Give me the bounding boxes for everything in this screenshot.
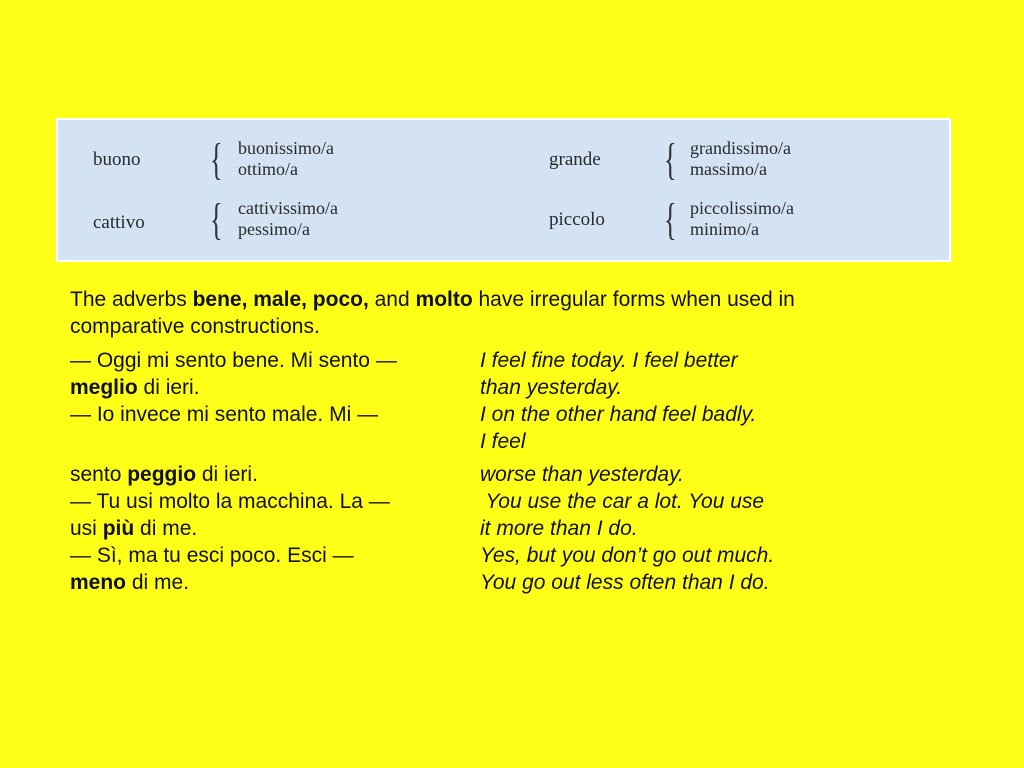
forms-buono bbox=[238, 138, 334, 180]
italian-line: — Tu usi molto la macchina. La — bbox=[70, 490, 390, 513]
english-line: You go out less often than I do. bbox=[480, 571, 770, 594]
form-text: piccolissimo/a bbox=[690, 198, 794, 218]
english-column bbox=[480, 461, 950, 596]
base-word-grande: grande bbox=[549, 149, 601, 170]
example-block-1 bbox=[70, 347, 970, 455]
italian-line: sento peggio di ieri. bbox=[70, 463, 258, 486]
form-text: cattivissimo/a bbox=[238, 198, 338, 218]
brace-icon: { bbox=[210, 195, 223, 244]
english-line: You use the car a lot. You use bbox=[480, 490, 765, 513]
brace-icon: { bbox=[664, 195, 677, 244]
brace-icon: { bbox=[664, 135, 677, 184]
forms-grande bbox=[690, 138, 791, 180]
bold-word-peggio: peggio bbox=[127, 463, 197, 486]
adverb-list: bene, male, poco, bbox=[192, 288, 369, 311]
intro-line-1: The adverbs bene, male, poco, and molto have irregular forms when used in bbox=[70, 288, 795, 311]
bold-word-piu: più bbox=[102, 517, 135, 540]
italian-line: — Sì, ma tu esci poco. Esci — bbox=[70, 544, 354, 567]
english-line: I feel fine today. I feel better bbox=[480, 349, 738, 372]
intro-line-2: comparative constructions. bbox=[70, 315, 320, 338]
base-word-cattivo: cattivo bbox=[93, 212, 145, 233]
english-line: I feel bbox=[480, 430, 526, 453]
brace-icon: { bbox=[210, 135, 223, 184]
english-line: it more than I do. bbox=[480, 517, 638, 540]
english-line: worse than yesterday. bbox=[480, 463, 684, 486]
italian-line: — Io invece mi sento male. Mi — bbox=[70, 403, 379, 426]
english-line: Yes, but you don’t go out much. bbox=[480, 544, 775, 567]
form-text: grandissimo/a bbox=[690, 138, 791, 158]
forms-piccolo bbox=[690, 198, 794, 240]
example-block-2 bbox=[70, 461, 970, 596]
forms-cattivo bbox=[238, 198, 338, 240]
english-column bbox=[480, 347, 950, 455]
italian-line: meglio di ieri. bbox=[70, 376, 200, 399]
form-text: minimo/a bbox=[690, 219, 759, 239]
form-text: massimo/a bbox=[690, 159, 767, 179]
form-text: buonissimo/a bbox=[238, 138, 335, 158]
form-text: pessimo/a bbox=[238, 219, 310, 239]
italian-line: — Oggi mi sento bene. Mi sento — bbox=[70, 349, 397, 372]
base-word-buono: buono bbox=[93, 149, 141, 170]
italian-line: meno di me. bbox=[70, 571, 190, 594]
italian-line: usi più di me. bbox=[70, 517, 198, 540]
base-word-piccolo: piccolo bbox=[549, 209, 605, 230]
english-line: I on the other hand feel badly. bbox=[480, 403, 757, 426]
bold-word-meglio: meglio bbox=[70, 376, 138, 399]
bold-word-meno: meno bbox=[70, 571, 127, 594]
intro-paragraph bbox=[70, 286, 970, 340]
english-line: than yesterday. bbox=[480, 376, 623, 399]
irregular-forms-table bbox=[56, 118, 951, 262]
examples-section bbox=[70, 347, 970, 596]
form-text: ottimo/a bbox=[238, 159, 298, 179]
adverb-molto: molto bbox=[415, 288, 473, 311]
